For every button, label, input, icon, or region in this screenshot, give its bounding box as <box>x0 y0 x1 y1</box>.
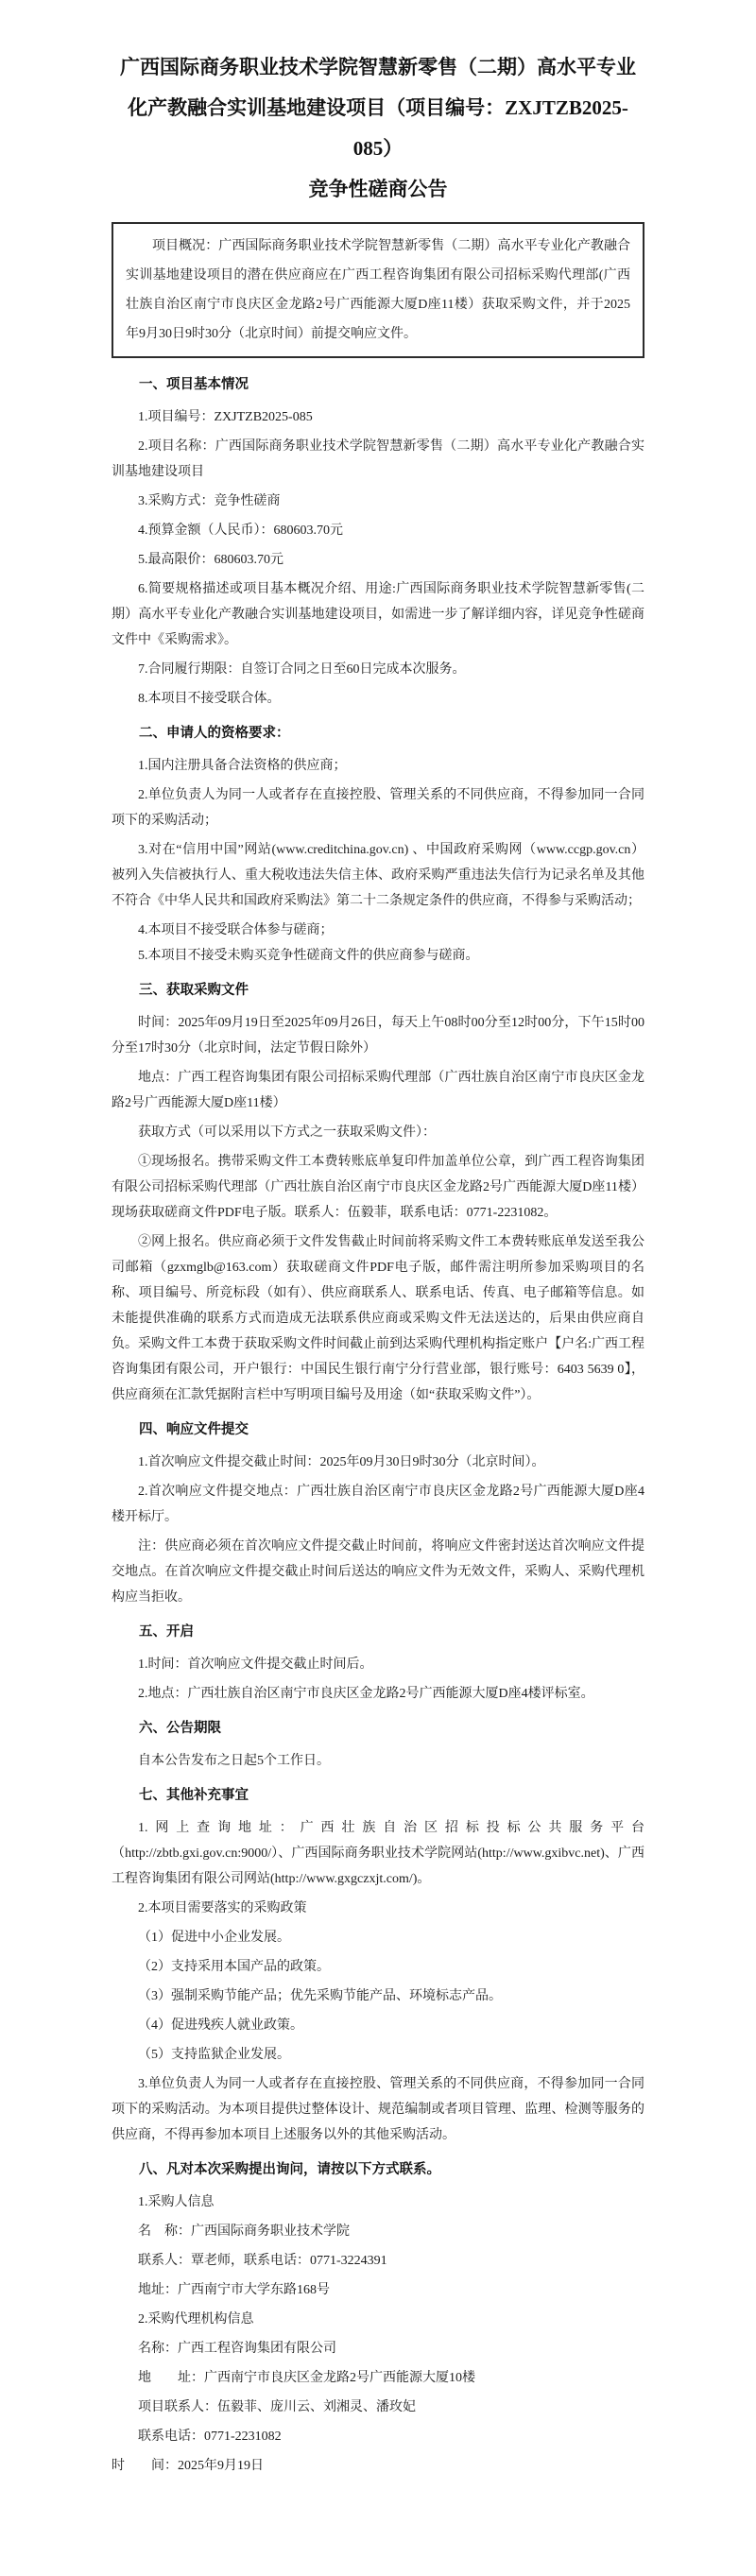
paragraph: 地点：广西工程咨询集团有限公司招标采购代理部（广西壮族自治区南宁市良庆区金龙路2号广西能源大厦D座11楼） <box>112 1071 644 1110</box>
section-heading: 三、获取采购文件 <box>139 983 249 998</box>
paragraph: （3）强制采购节能产品；优先采购节能产品、环境标志产品。 <box>138 1989 502 2003</box>
paragraph: ②网上报名。供应商必须于文件发售截止时间前将采购文件工本费转账底单发送至我公司邮箱（gzxmglb@163.com）获取磋商文件PDF电子版，邮件需注明所参加采购项目的名称、项目编号、所竞标段（如有）、供应商联系人、联系电话、传真、电子邮箱等信息。如未能提供准确的联系方式而造成无法联系供应商或采购文件无法送达的，后果由供应商自负。采购文件工本费于获取采购文件时间截止前到达采购代理机构指定账户【户名:广西工程咨询集团有限公司，开户银行：中国民生银行南宁分行营业部，银行账号：6403 5639 0】，供应商须在汇款凭据附言栏中写明项目编号及用途（如“获取采购文件”）。 <box>112 1235 644 1402</box>
paragraph: （2）支持采用本国产品的政策。 <box>138 1960 330 1974</box>
paragraph: 名 称：广西国际商务职业技术学院 <box>138 2224 350 2239</box>
doc-title-line: 竞争性磋商公告 <box>308 178 448 200</box>
paragraph: （4）促进残疾人就业政策。 <box>138 2018 303 2033</box>
paragraph: 2.地点：广西壮族自治区南宁市良庆区金龙路2号广西能源大厦D座4楼评标室。 <box>138 1687 594 1701</box>
section <box>112 1783 644 2148</box>
section-heading: 六、公告期限 <box>139 1721 221 1736</box>
section-heading: 五、开启 <box>139 1624 194 1640</box>
paragraph: 2.首次响应文件提交地点：广西壮族自治区南宁市良庆区金龙路2号广西能源大厦D座4楼开标厅。 <box>112 1485 644 1524</box>
section <box>112 1620 644 1707</box>
doc-title-line: 化产教融合实训基地建设项目（项目编号：ZXJTZB2025-085） <box>128 96 628 160</box>
doc-title-line: 广西国际商务职业技术学院智慧新零售（二期）高水平专业 <box>120 56 636 78</box>
paragraph: 联系人：覃老师，联系电话：0771-3224391 <box>138 2254 387 2268</box>
section-heading: 二、申请人的资格要求： <box>139 726 290 741</box>
paragraph: （5）支持监狱企业发展。 <box>138 2048 290 2062</box>
paragraph: 地址：广西南宁市大学东路168号 <box>138 2283 330 2297</box>
paragraph: 2.采购代理机构信息 <box>138 2312 254 2327</box>
paragraph: 3.单位负责人为同一人或者存在直接控股、管理关系的不同供应商，不得参加同一合同项下的采购活动。为本项目提供过整体设计、规范编制或者项目管理、监理、检测等服务的供应商，不得再参加本项目上述服务以外的其他采购活动。 <box>112 2077 644 2142</box>
paragraph: 1.采购人信息 <box>138 2195 215 2209</box>
project-overview-text: 项目概况：广西国际商务职业技术学院智慧新零售（二期）高水平专业化产教融合实训基地建设项目的潜在供应商应在广西工程咨询集团有限公司招标采购代理部(广西壮族自治区南宁市良庆区金龙路2号广西能源大厦D座11楼）获取采购文件，并于2025年9月30日9时30分（北京时间）前提交响应文件。 <box>126 239 630 341</box>
paragraph: 3.对在“信用中国”网站(www.creditchina.gov.cn) 、中国政府采购网（www.ccgp.gov.cn）被列入失信被执行人、重大税收违法失信主体、政府采购严重违法失信行为记录名单及其他不符合《中华人民共和国政府采购法》第二十二条规定条件的供应商，不得参与采购活动； <box>112 843 644 908</box>
paragraph: 4.本项目不接受联合体参与磋商； <box>138 923 334 937</box>
section-heading: 一、项目基本情况 <box>139 377 249 392</box>
paragraph: 1.时间：首次响应文件提交截止时间后。 <box>138 1657 373 1672</box>
paragraph: 时间：2025年09月19日至2025年09月26日，每天上午08时00分至12时00分，下午15时00分至17时30分（北京时间，法定节假日除外） <box>112 1016 644 1056</box>
paragraph: 自本公告发布之日起5个工作日。 <box>138 1754 330 1768</box>
paragraph: 名称：广西工程咨询集团有限公司 <box>138 2342 336 2356</box>
document-content <box>112 0 644 2479</box>
paragraph: 7.合同履行期限：自签订合同之日至60日完成本次服务。 <box>138 662 466 677</box>
section-heading: 七、其他补充事宜 <box>139 1788 249 1803</box>
paragraph: 1.网上查询地址：广西壮族自治区招标投标公共服务平台（http://zbtb.gxi.gov.cn:9000/）、广西国际商务职业技术学院网站(http://www.gxibvc.net)、广西工程咨询集团有限公司网站(http://www.gxgczxjt.com/)。 <box>112 1821 644 1886</box>
paragraph: 3.采购方式：竞争性磋商 <box>138 494 281 508</box>
paragraph: 4.预算金额（人民币）：680603.70元 <box>138 524 343 538</box>
document-sections <box>112 372 644 2479</box>
paragraph: 5.本项目不接受未购买竞争性磋商文件的供应商参与磋商。 <box>138 949 479 963</box>
paragraph: 注：供应商必须在首次响应文件提交截止时间前，将响应文件密封送达首次响应文件提交地点。在首次响应文件提交截止时间后送达的响应文件为无效文件，采购人、采购代理机构应当拒收。 <box>112 1539 644 1605</box>
paragraph: 8.本项目不接受联合体。 <box>138 692 281 706</box>
section-heading: 四、响应文件提交 <box>139 1422 249 1437</box>
paragraph: 2.本项目需要落实的采购政策 <box>138 1901 307 1915</box>
paragraph: ①现场报名。携带采购文件工本费转账底单复印件加盖单位公章，到广西工程咨询集团有限公司招标采购代理部（广西壮族自治区南宁市良庆区金龙路2号广西能源大厦D座11楼）现场获取磋商文件PDF电子版。联系人：伍毅菲，联系电话：0771-2231082。 <box>112 1155 644 1220</box>
paragraph: 项目联系人：伍毅菲、庞川云、刘湘灵、潘玫妃 <box>138 2400 416 2414</box>
doc-title <box>112 47 644 210</box>
paragraph: 时 间：2025年9月19日 <box>112 2459 264 2473</box>
paragraph: （1）促进中小企业发展。 <box>138 1931 290 1945</box>
paragraph: 1.国内注册具备合法资格的供应商； <box>138 759 347 773</box>
section <box>112 372 644 712</box>
project-overview-box <box>112 222 644 358</box>
paragraph: 6.简要规格描述或项目基本概况介绍、用途:广西国际商务职业技术学院智慧新零售(二期）高水平专业化产教融合实训基地建设项目，如需进一步了解详细内容，详见竞争性磋商文件中《采购需求》。 <box>112 582 644 647</box>
section <box>112 978 644 1408</box>
paragraph: 地 址：广西南宁市良庆区金龙路2号广西能源大厦10楼 <box>138 2371 475 2385</box>
paragraph: 2.项目名称：广西国际商务职业技术学院智慧新零售（二期）高水平专业化产教融合实训基地建设项目 <box>112 439 644 479</box>
paragraph: 1.首次响应文件提交截止时间：2025年09月30日9时30分（北京时间）。 <box>138 1455 545 1469</box>
paragraph: 联系电话：0771-2231082 <box>138 2430 282 2444</box>
section <box>112 1716 644 1774</box>
paragraph: 5.最高限价：680603.70元 <box>138 553 284 567</box>
section <box>112 1417 644 1610</box>
paragraph: 1.项目编号：ZXJTZB2025-085 <box>138 410 313 424</box>
paragraph: 获取方式（可以采用以下方式之一获取采购文件）： <box>138 1125 436 1140</box>
paragraph: 2.单位负责人为同一人或者存在直接控股、管理关系的不同供应商，不得参加同一合同项下的采购活动； <box>112 788 644 828</box>
section-heading: 八、凡对本次采购提出询问，请按以下方式联系。 <box>139 2162 440 2177</box>
section <box>112 721 644 969</box>
section <box>112 2157 644 2479</box>
